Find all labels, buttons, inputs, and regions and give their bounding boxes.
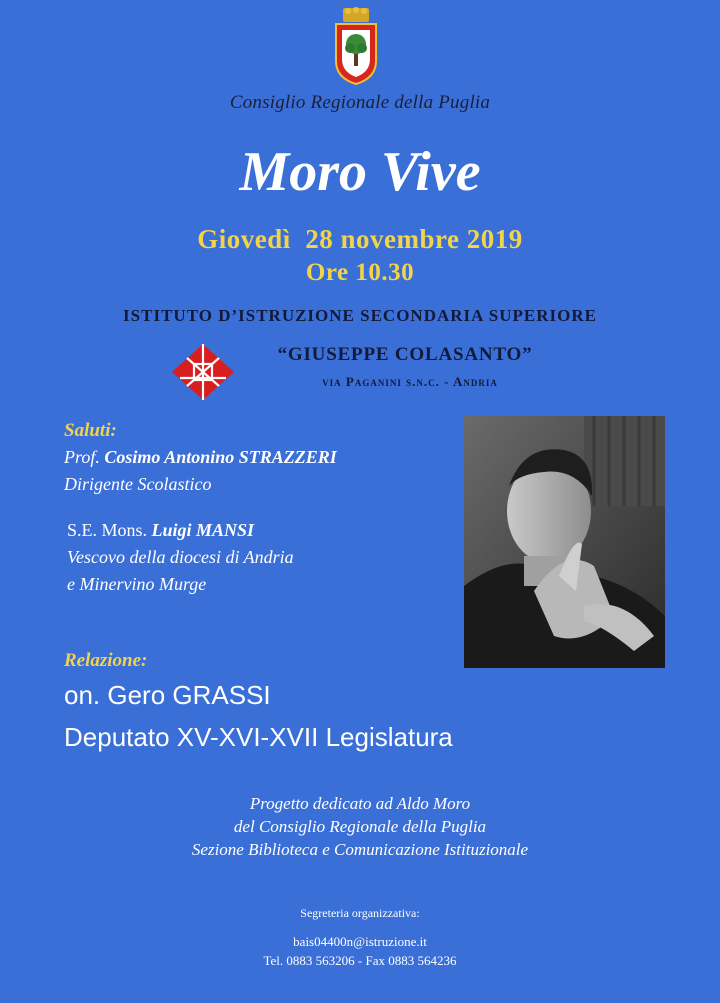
secretariat-label: Segreteria organizzativa: [300, 906, 420, 920]
council-name: Consiglio Regionale della Puglia [229, 92, 491, 113]
guest-1-prefix: Prof. [64, 447, 105, 467]
saluti-label: Saluti: [64, 420, 117, 441]
project-line-2: del Consiglio Regionale della Puglia [233, 817, 487, 836]
secretariat-phone: Tel. 0883 563206 - Fax 0883 564236 [263, 953, 457, 968]
guest-2-name: Luigi MANSI [151, 520, 255, 540]
guest-1-role: Dirigente Scolastico [64, 474, 212, 494]
relazione-label: Relazione: [64, 650, 148, 671]
guest-2-prefix: S.E. Mons. [67, 520, 152, 540]
guest-1-name: Cosimo Antonino STRAZZERI [104, 447, 337, 467]
saluti-guest-1 [64, 447, 337, 468]
speaker-role: Deputato XV-XVI-XVII Legislatura [64, 722, 453, 752]
project-line-3: Sezione Biblioteca e Comunicazione Istituzionale [191, 840, 529, 859]
event-time: Ore 10.30 [305, 259, 415, 286]
speaker-name: on. Gero GRASSI [64, 680, 271, 710]
secretariat-email: bais04400n@istruzione.it [293, 934, 427, 949]
saluti-guest-2 [67, 520, 254, 541]
school-logo-icon [170, 342, 236, 402]
event-title: Moro Vive [239, 141, 481, 203]
portrait-photo [464, 416, 665, 668]
school-address: via Paganini s.n.c. - Andria [322, 374, 498, 389]
school-name: “GIUSEPPE COLASANTO” [277, 344, 533, 365]
project-line-1: Progetto dedicato ad Aldo Moro [249, 794, 471, 813]
institute-name: ISTITUTO D’ISTRUZIONE SECONDARIA SUPERIORE [123, 306, 597, 325]
guest-2-role-line2: e Minervino Murge [67, 574, 207, 594]
puglia-region-crest-icon [331, 6, 381, 86]
guest-2-role-line1: Vescovo della diocesi di Andria [67, 547, 294, 567]
event-date: Giovedì 28 novembre 2019 [197, 224, 523, 254]
